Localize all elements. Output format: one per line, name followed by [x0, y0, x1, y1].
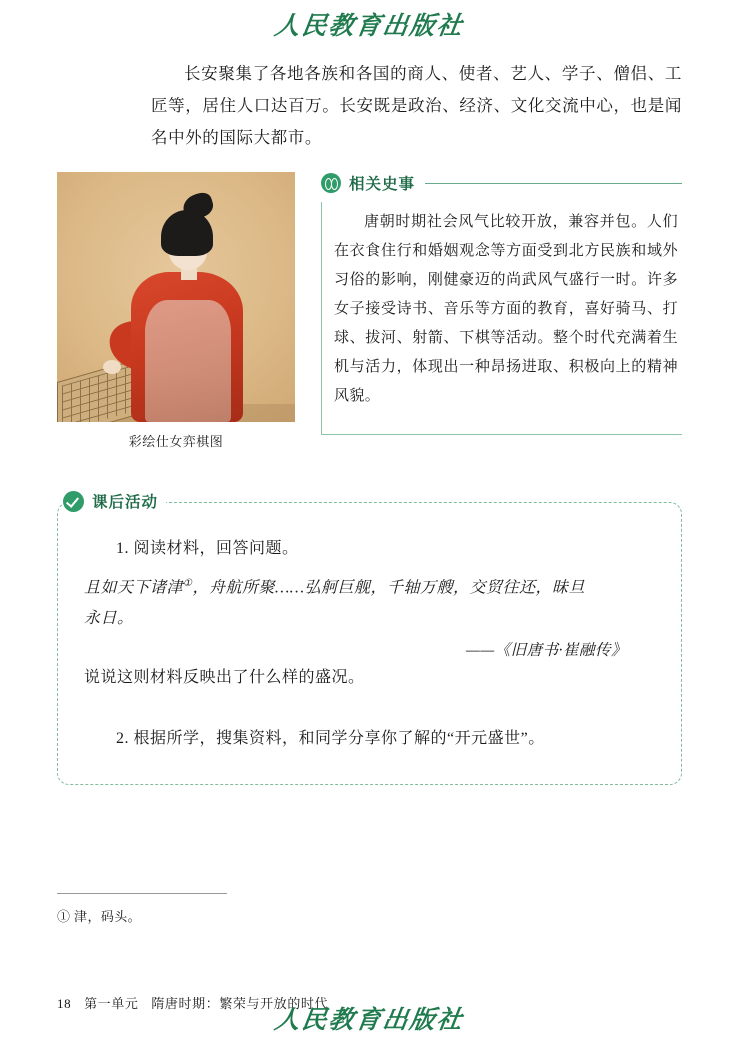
activity-question: 说说这则材料反映出了什么样的盛况。: [84, 669, 365, 687]
painting-robe-inner: [145, 300, 231, 422]
activity-item-1: 1. 阅读材料，回答问题。: [116, 540, 299, 557]
activity-title: 课后活动: [92, 494, 159, 511]
painting-hand: [103, 360, 121, 374]
unit-label: 第一单元: [84, 996, 139, 1011]
history-fact-icon: [321, 173, 341, 193]
sidebar-history-fact: [321, 172, 682, 450]
footnote-text: ① 津，码头。: [57, 909, 142, 924]
page-number: 18: [57, 996, 72, 1011]
check-circle-icon: [63, 491, 84, 512]
painting-image: [57, 172, 295, 422]
page-content: [57, 58, 682, 785]
sidebar-text: 唐朝时期社会风气比较开放，兼容并包。人们在衣食住行和婚姻观念等方面受到北方民族和域外习俗的影响，刚健豪迈的尚武风气盛行一时。许多女子接受诗书、音乐等方面的教育，喜好骑马、打球、拔河、射箭、下棋等活动。整个时代充满着生机与活力，体现出一种昂扬进取、积极向上的精神风貌。: [334, 214, 678, 404]
quote-part-3: 永日。: [84, 610, 134, 628]
sidebar-header: [321, 172, 682, 194]
activity-quote-source: ——《旧唐书·崔融传》: [466, 642, 627, 660]
figure-block: [57, 172, 295, 450]
quote-part-1: 且如天下诸津: [84, 579, 184, 597]
painting-hair: [161, 210, 213, 256]
activity-box: [57, 502, 682, 785]
sidebar-body: [321, 202, 682, 435]
footnote-block: [57, 893, 682, 925]
activity-quote: [84, 568, 655, 634]
sidebar-title: 相关史事: [349, 176, 416, 193]
body-paragraph: 长安聚集了各地各族和各国的商人、使者、艺人、学子、僧侣、工匠等，居住人口达百万。长安既是政治、经济、文化交流中心，也是闻名中外的国际大都市。: [151, 64, 682, 147]
quote-footnote-marker: ①: [183, 578, 193, 589]
publisher-logo-top: 人民教育出版社: [272, 13, 466, 40]
activity-header: [63, 490, 166, 512]
figure-caption: 彩绘仕女弈棋图: [128, 434, 224, 449]
activity-item-2: 2. 根据所学，搜集资料，和同学分享你了解的“开元盛世”。: [116, 730, 545, 748]
quote-part-2: ，舟航所聚……弘舸巨舰，千轴万艘，交贸往还，昧旦: [192, 579, 585, 597]
sidebar-header-rule: [425, 183, 682, 184]
activity-section: [57, 494, 682, 785]
footnote-divider: [57, 893, 227, 894]
publisher-logo-bottom: 人民教育出版社: [272, 1007, 466, 1034]
figure-sidebar-row: [57, 172, 682, 450]
unit-title: 隋唐时期：繁荣与开放的时代: [151, 996, 329, 1011]
